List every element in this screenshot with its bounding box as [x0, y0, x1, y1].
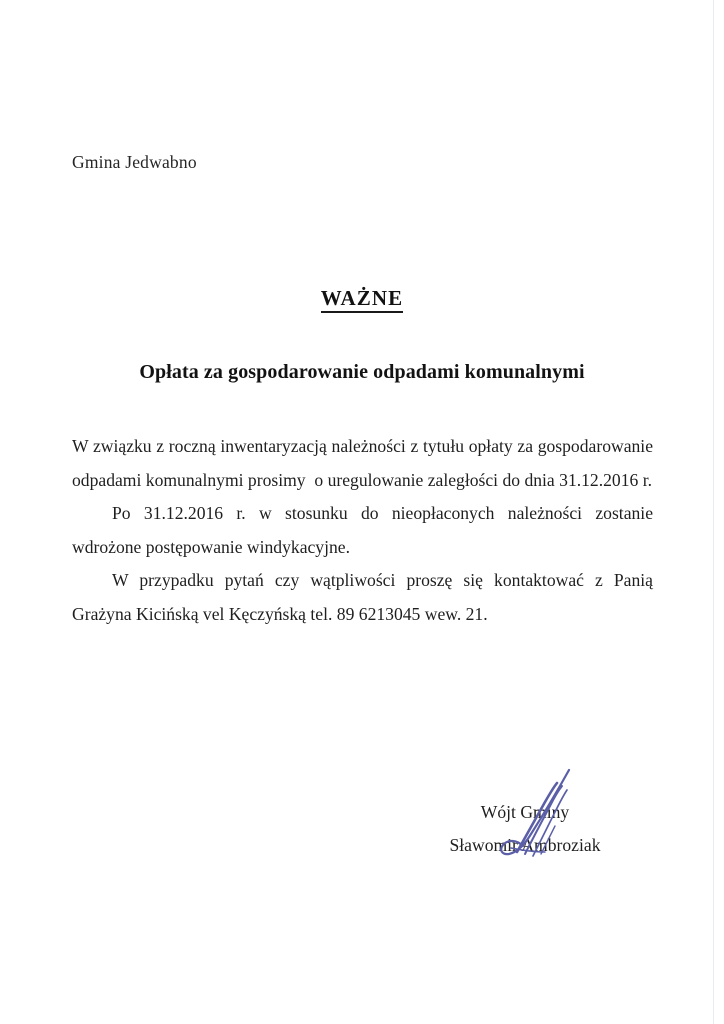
scan-edge-line	[713, 0, 714, 1024]
document-title-text: WAŻNE	[321, 286, 404, 313]
body-paragraph-3: W przypadku pytań czy wątpliwości proszę się kontaktować z Panią Grażyna Kicińską vel Kęczyńską tel. 89 6213045 wew. 21.	[72, 570, 658, 624]
document-title	[0, 286, 724, 311]
document-subtitle: Opłata za gospodarowanie odpadami komunalnymi	[139, 361, 585, 383]
signature-block	[380, 796, 670, 862]
body-paragraph-1: W związku z roczną inwentaryzacją należności z tytułu opłaty za gospodarowanie odpadami komunalnymi prosimy o uregulowanie zaległości do dnia 31.12.2016 r.	[72, 436, 658, 490]
document-body	[72, 430, 658, 631]
letterhead-organization: Gmina Jedwabno	[72, 152, 197, 172]
body-paragraph-2: Po 31.12.2016 r. w stosunku do nieopłaconych należności zostanie wdrożone postępowanie windykacyjne.	[72, 503, 658, 557]
signatory-role: Wójt Gminy	[480, 802, 570, 822]
signatory-name: Sławomir Ambroziak	[449, 835, 601, 855]
